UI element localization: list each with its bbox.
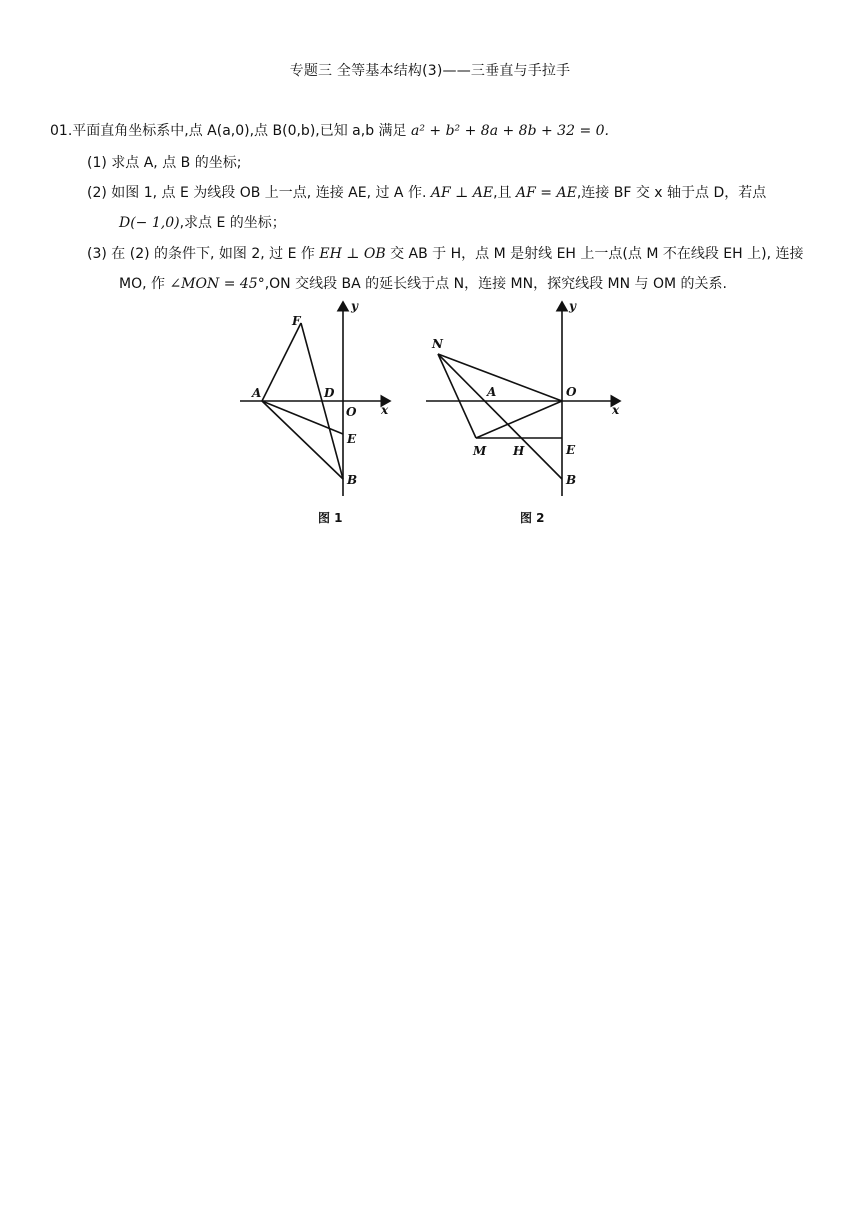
segment-ae: [262, 401, 343, 434]
figure-1: [230, 296, 400, 531]
label-h: H: [513, 444, 525, 458]
segment-nb: [438, 354, 562, 479]
segment-mo: [476, 401, 562, 438]
problem-intro: [50, 120, 609, 140]
part-3-text: (3) 在 (2) 的条件下, 如图 2, 过 E 作: [87, 246, 320, 262]
label-y: y: [569, 299, 576, 313]
part-2-math-3: D(− 1,0): [119, 215, 180, 231]
label-x: x: [612, 403, 620, 417]
label-n: N: [432, 337, 443, 351]
part-2-math-1: AF ⊥ AE: [430, 185, 494, 201]
label-f: F: [292, 314, 301, 328]
figure-1-caption: 图 1: [318, 511, 343, 525]
segment-af: [262, 323, 301, 401]
page-title: 专题三 全等基本结构(3)——三垂直与手拉手: [289, 63, 571, 79]
segment-ab: [262, 401, 343, 479]
label-b: B: [566, 473, 577, 487]
label-b: B: [347, 473, 358, 487]
label-a: A: [252, 386, 262, 400]
label-e: E: [566, 443, 576, 457]
figure-2-caption: 图 2: [520, 511, 545, 525]
part-2-line-2: [119, 212, 286, 232]
part-1: (1) 求点 A, 点 B 的坐标;: [87, 155, 242, 171]
label-a: A: [487, 385, 497, 399]
part-3-line-2: [119, 273, 727, 293]
part-3-math-2: ∠MON = 45°: [169, 276, 265, 292]
part-2-text: (2) 如图 1, 点 E 为线段 OB 上一点, 连接 AE, 过 A 作.: [87, 185, 431, 201]
label-o: O: [566, 385, 577, 399]
intro-equation: a² + b² + 8a + 8b + 32 = 0.: [411, 123, 609, 139]
part-2-mid: ,且: [493, 185, 517, 201]
intro-text: 01.平面直角坐标系中,点 A(a,0),点 B(0,b),已知 a,b 满足: [50, 123, 411, 139]
part-3-line-1: [87, 243, 803, 263]
part-2-line-1: [87, 182, 766, 202]
label-m: M: [473, 444, 487, 458]
part-3-line-2-prefix: MO, 作: [119, 276, 170, 292]
part-3-math-1: EH ⊥ OB: [319, 246, 386, 262]
part-3-line-2-suffix: ,ON 交线段 BA 的延长线于点 N，连接 MN，探究线段 MN 与 OM 的关系.: [264, 276, 728, 292]
label-e: E: [347, 432, 357, 446]
part-2-suffix: ,连接 BF 交 x 轴于点 D，若点: [576, 185, 767, 201]
part-2-line-2-text: ,求点 E 的坐标；: [179, 215, 286, 231]
label-y: y: [351, 299, 358, 313]
label-x: x: [381, 403, 389, 417]
label-d: D: [324, 386, 335, 400]
part-3-suffix: 交 AB 于 H，点 M 是射线 EH 上一点(点 M 不在线段 EH 上), 连接: [385, 246, 804, 262]
part-2-math-2: AF = AE: [516, 185, 577, 201]
figure-2: [420, 296, 630, 531]
label-o: O: [346, 405, 357, 419]
